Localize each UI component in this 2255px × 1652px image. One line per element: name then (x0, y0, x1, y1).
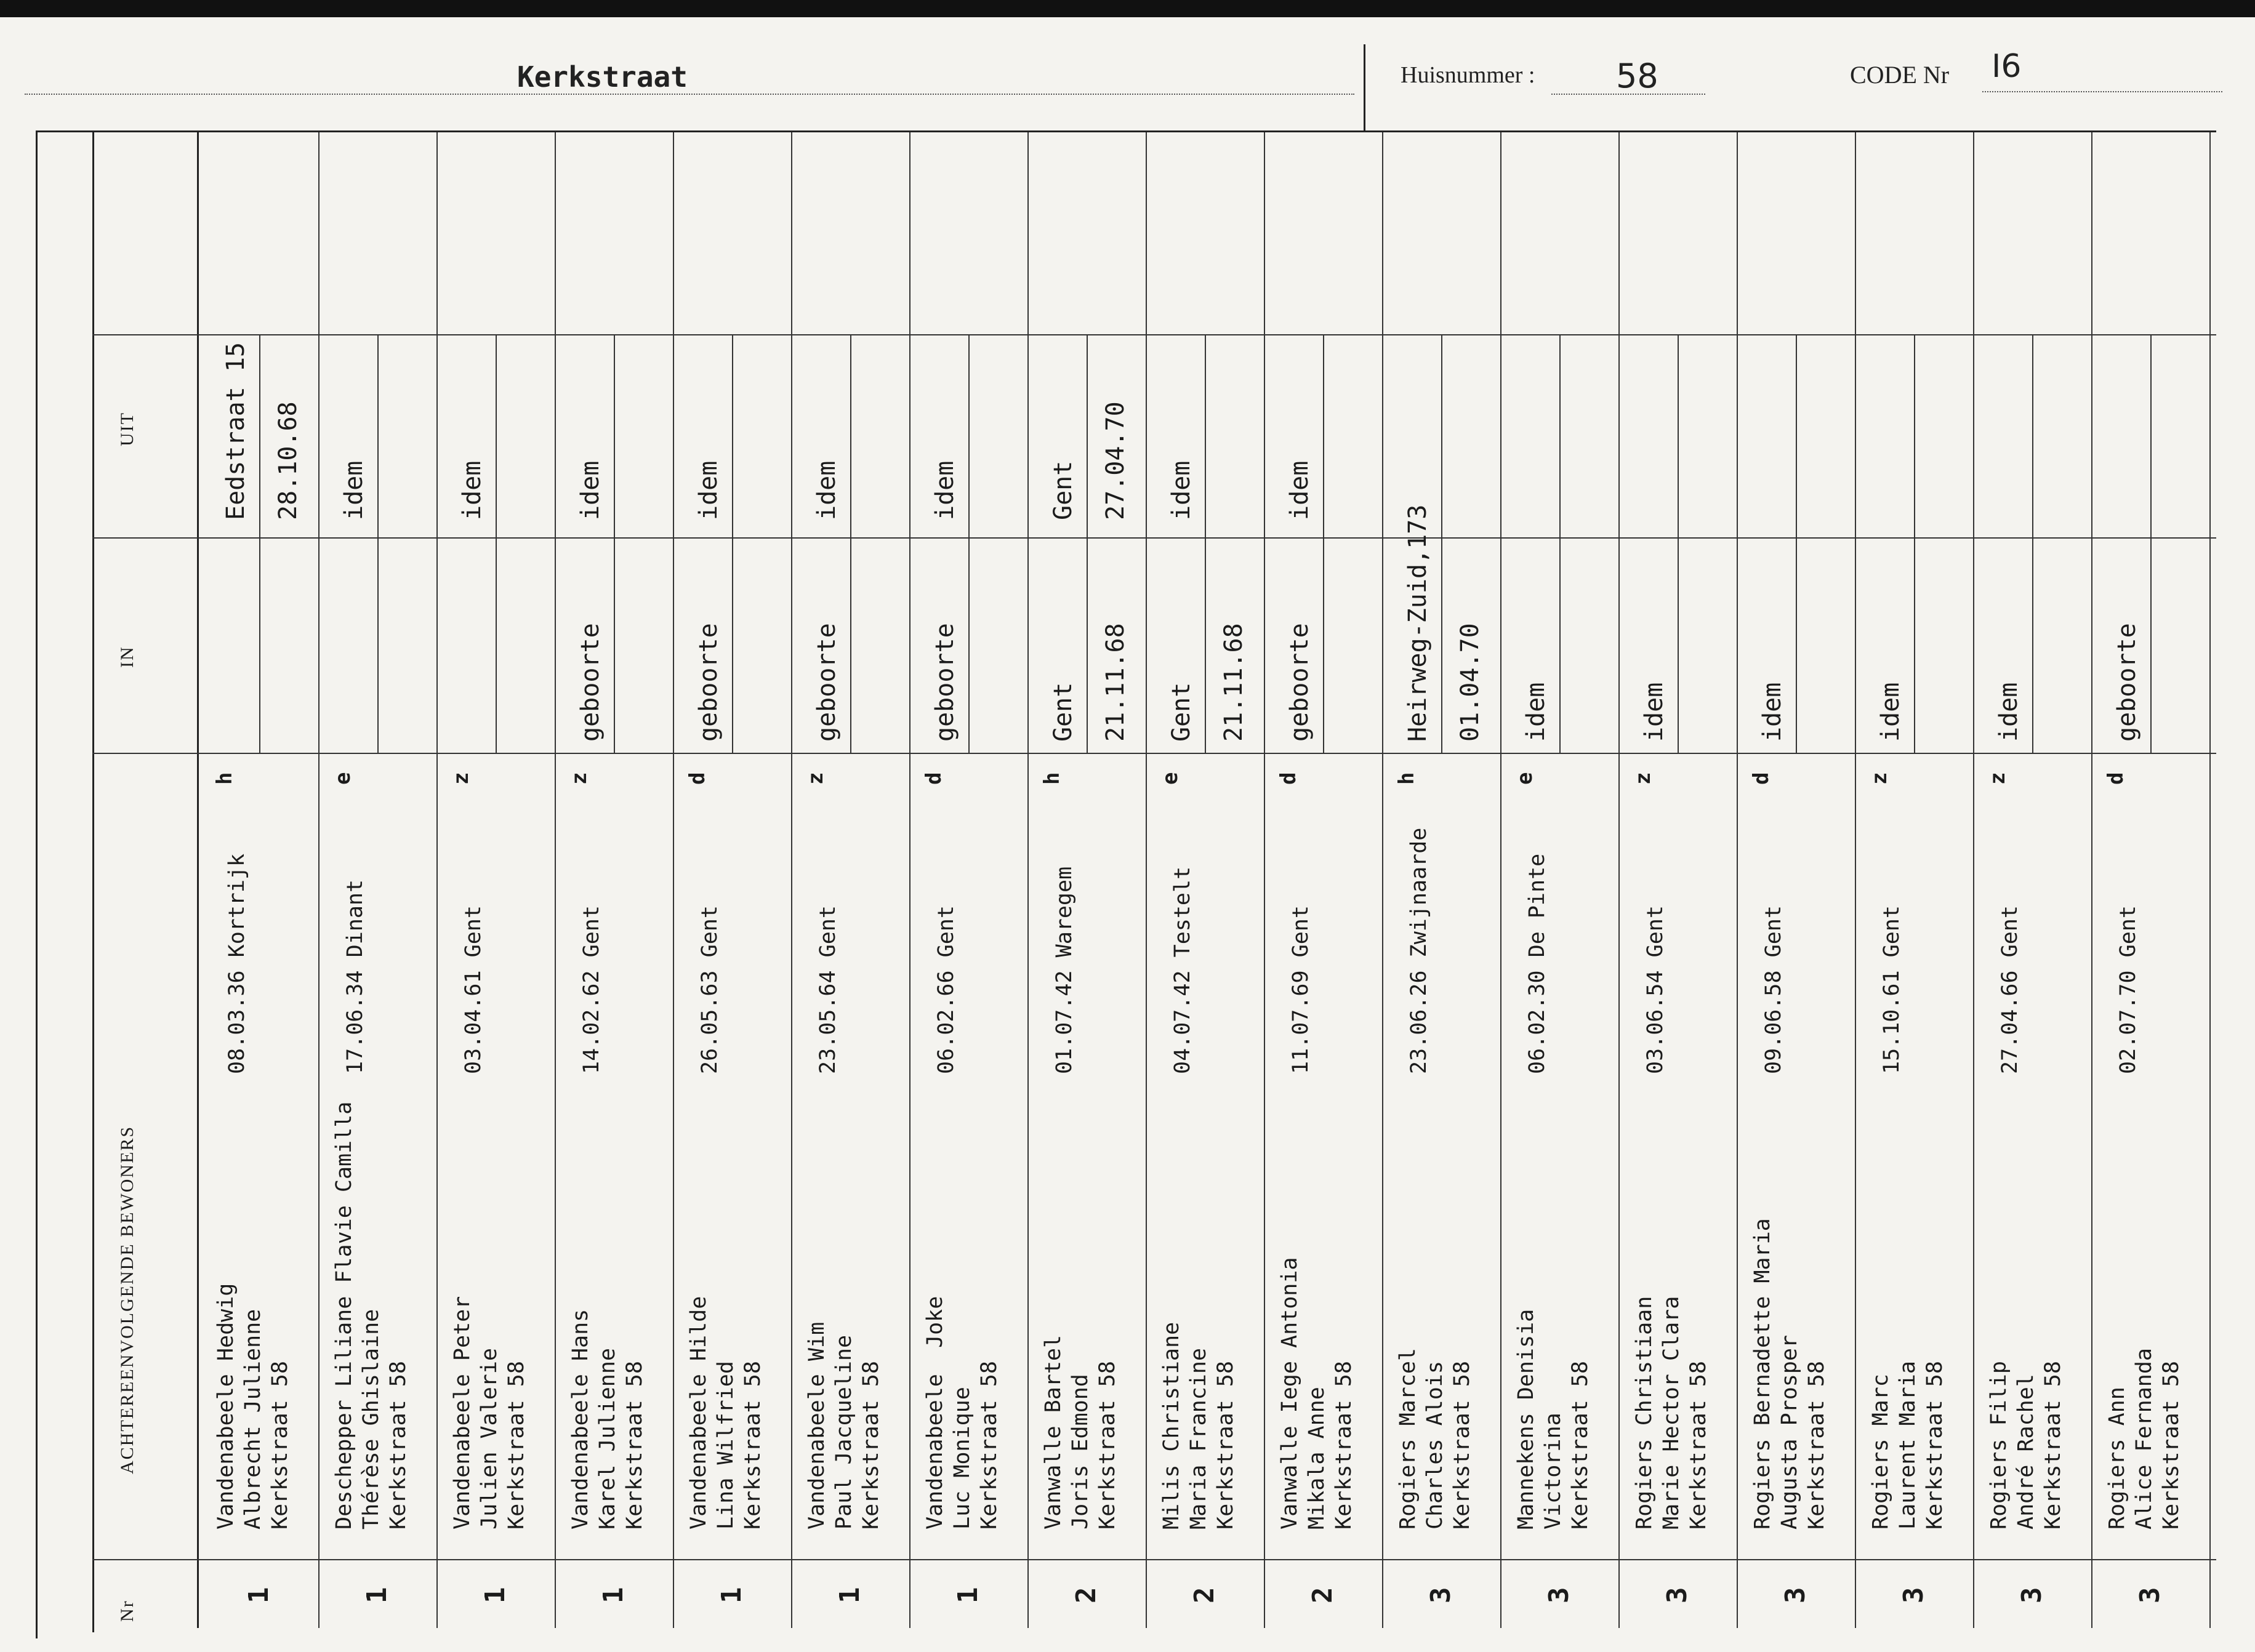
col-residents: ACHTEREENVOLGENDE BEWONERS (117, 1125, 137, 1474)
uit-split-rule (1796, 335, 1797, 539)
table-row (1737, 132, 1856, 1628)
uit-destination: idem (813, 460, 841, 520)
house-number-underline (1551, 94, 1705, 95)
code-underline (1982, 91, 2222, 92)
table-row (200, 132, 320, 1628)
table-row (1973, 132, 2092, 1628)
in-origin: geboorte (576, 623, 605, 742)
in-split-rule (259, 539, 260, 754)
uit-split-rule (968, 335, 970, 539)
in-split-rule (1323, 539, 1324, 754)
resident-names: Rogiers Marcel Charles Alois Kerkstraat 58 (1396, 1347, 1474, 1530)
code-label: CODE Nr (1850, 61, 1950, 89)
table-row (1027, 132, 1147, 1628)
relation-code: h (1040, 772, 1064, 785)
row-number: 1 (598, 1587, 629, 1603)
uit-split-rule (1441, 335, 1442, 539)
birth-date-place: 09.06.58 Gent (1761, 905, 1786, 1074)
in-origin: idem (1876, 682, 1905, 742)
resident-names: Rogiers Marc Laurent Maria Kerkstraat 58 (1868, 1361, 1947, 1530)
relation-code: e (331, 772, 355, 785)
resident-names: Vanwalle Bartel Joris Edmond Kerkstraat 58 (1041, 1334, 1120, 1530)
table-row (909, 132, 1029, 1628)
in-origin: idem (1995, 682, 2023, 742)
table-row (2091, 132, 2211, 1628)
resident-register (92, 132, 2216, 1628)
col-uit: UIT (117, 412, 137, 446)
relation-code: d (2104, 772, 2128, 785)
in-split-rule (614, 539, 615, 754)
in-origin: idem (1640, 682, 1668, 742)
row-number: 1 (952, 1587, 984, 1603)
uit-destination: idem (1167, 460, 1196, 520)
birth-date-place: 26.05.63 Gent (697, 905, 722, 1074)
column-headers (92, 132, 199, 1628)
resident-names: Vandenabeele Joke Luc Monique Kerkstraat 58 (923, 1296, 1002, 1530)
relation-code: h (212, 772, 237, 785)
birth-date-place: 04.07.42 Testelt (1170, 866, 1195, 1074)
frame-left (36, 130, 38, 1638)
table-row (1618, 132, 1738, 1628)
row-number: 3 (1543, 1587, 1575, 1603)
in-split-rule (732, 539, 733, 754)
table-row (1855, 132, 1974, 1628)
in-origin: geboorte (694, 623, 723, 742)
in-split-rule (1914, 539, 1915, 754)
in-origin: geboorte (813, 623, 841, 742)
birth-date-place: 11.07.69 Gent (1288, 905, 1313, 1074)
birth-date-place: 06.02.30 De Pinte (1525, 853, 1550, 1074)
table-row (673, 132, 792, 1628)
uit-destination: Gent (1049, 460, 1077, 520)
in-split-rule (1796, 539, 1797, 754)
relation-code: z (567, 772, 592, 785)
resident-names: Deschepper Liliane Flavie Camilla Thérèse Ghislaine Kerkstraat 58 (332, 1101, 411, 1530)
resident-names: Milis Christiane Maria Francine Kerkstraat 58 (1159, 1321, 1238, 1530)
uit-destination: idem (340, 460, 368, 520)
in-origin: geboorte (1285, 623, 1314, 742)
row-number: 1 (243, 1587, 275, 1603)
table-row (318, 132, 438, 1628)
birth-date-place: 02.07.70 Gent (2116, 905, 2140, 1074)
row-number: 3 (1780, 1587, 1811, 1603)
resident-names: Vandenabeele Peter Julien Valerie Kerkstraat 58 (450, 1296, 529, 1530)
resident-names: Rogiers Bernadette Maria Augusta Prosper Kerkstraat 58 (1750, 1218, 1829, 1530)
uit-destination: idem (576, 460, 605, 520)
resident-names: Rogiers Christiaan Marie Hector Clara Kerkstraat 58 (1632, 1296, 1711, 1530)
row-number: 1 (480, 1587, 511, 1603)
in-split-rule (1441, 539, 1442, 754)
uit-split-rule (2150, 335, 2152, 539)
resident-names: Mannekens Denisia Victorina Kerkstraat 58 (1514, 1309, 1593, 1530)
uit-split-rule (614, 335, 615, 539)
table-row (555, 132, 674, 1628)
birth-date-place: 06.02.66 Gent (934, 905, 959, 1074)
birth-date-place: 01.07.42 Waregem (1052, 866, 1077, 1074)
table-row (436, 132, 556, 1628)
relation-code: d (685, 772, 710, 785)
in-date: 21.11.68 (1101, 623, 1130, 742)
in-origin: geboorte (2113, 623, 2141, 742)
in-split-rule (2032, 539, 2033, 754)
uit-split-rule (1914, 335, 1915, 539)
uit-split-rule (2032, 335, 2033, 539)
row-number: 3 (1425, 1587, 1457, 1603)
row-number: 3 (2134, 1587, 2166, 1603)
resident-names: Rogiers Filip André Rachel Kerkstraat 58 (1987, 1361, 2065, 1530)
col-in: IN (117, 646, 137, 668)
birth-date-place: 08.03.36 Kortrijk (225, 853, 249, 1074)
code-number: I6 (1992, 48, 2022, 85)
uit-destination: Eedstraat 15 (222, 342, 250, 520)
street-name: Kerkstraat (517, 60, 688, 94)
row-number: 3 (1662, 1587, 1693, 1603)
in-origin: geboorte (931, 623, 959, 742)
in-split-rule (850, 539, 851, 754)
in-date: 21.11.68 (1220, 623, 1248, 742)
birth-date-place: 15.10.61 Gent (1879, 905, 1904, 1074)
uit-destination: idem (1285, 460, 1314, 520)
row-number: 2 (1071, 1587, 1102, 1603)
uit-destination: idem (694, 460, 723, 520)
resident-names: Vandenabeele Wim Paul Jacqueline Kerkstraat 58 (805, 1321, 883, 1530)
resident-names: Rogiers Ann Alice Fernanda Kerkstraat 58 (2105, 1347, 2184, 1530)
uit-date: 27.04.70 (1101, 401, 1130, 520)
in-split-rule (377, 539, 379, 754)
birth-date-place: 03.06.54 Gent (1643, 905, 1668, 1074)
in-split-rule (2150, 539, 2152, 754)
resident-names: Vandenabeele Hans Karel Julienne Kerkstraat 58 (568, 1309, 647, 1530)
uit-split-rule (1323, 335, 1324, 539)
relation-code: z (1631, 772, 1655, 785)
uit-split-rule (1678, 335, 1679, 539)
resident-names: Vandenabeele Hedwig Albrecht Julienne Kerkstraat 58 (214, 1283, 292, 1530)
uit-split-rule (496, 335, 497, 539)
in-split-rule (1205, 539, 1206, 754)
row-number: 2 (1189, 1587, 1220, 1603)
house-number: 58 (1616, 57, 1658, 95)
birth-date-place: 23.06.26 Zwijnaarde (1407, 827, 1431, 1074)
relation-code: d (922, 772, 946, 785)
uit-split-rule (732, 335, 733, 539)
in-split-rule (496, 539, 497, 754)
uit-split-rule (850, 335, 851, 539)
in-split-rule (1087, 539, 1088, 754)
uit-date: 28.10.68 (274, 401, 302, 520)
uit-destination: idem (458, 460, 486, 520)
table-row (1146, 132, 1265, 1628)
birth-date-place: 27.04.66 Gent (1998, 905, 2022, 1074)
relation-code: e (1158, 772, 1183, 785)
relation-code: z (803, 772, 828, 785)
in-origin: idem (1522, 682, 1550, 742)
uit-destination: idem (931, 460, 959, 520)
birth-date-place: 17.06.34 Dinant (343, 879, 368, 1074)
street-underline (25, 94, 1354, 95)
in-split-rule (1559, 539, 1561, 754)
row-number: 1 (361, 1587, 393, 1603)
relation-code: d (1276, 772, 1301, 785)
in-split-rule (968, 539, 970, 754)
house-number-label: Huisnummer : (1401, 62, 1535, 88)
in-origin: idem (1758, 682, 1787, 742)
in-date: 01.04.70 (1456, 623, 1484, 742)
uit-split-rule (259, 335, 260, 539)
row-number: 1 (716, 1587, 747, 1603)
table-row (1500, 132, 1620, 1628)
row-number: 1 (834, 1587, 866, 1603)
birth-date-place: 23.05.64 Gent (816, 905, 840, 1074)
relation-code: d (1749, 772, 1774, 785)
relation-code: z (1867, 772, 1892, 785)
relation-code: e (1513, 772, 1537, 785)
table-row (791, 132, 910, 1628)
uit-split-rule (1205, 335, 1206, 539)
scan-top-border (0, 0, 2255, 17)
row-number: 3 (2016, 1587, 2048, 1603)
relation-code: z (1985, 772, 2010, 785)
in-origin: Gent (1167, 682, 1196, 742)
row-number: 2 (1307, 1587, 1338, 1603)
uit-split-rule (1559, 335, 1561, 539)
table-row (1264, 132, 1383, 1628)
header-divider (1364, 44, 1365, 130)
row-number: 3 (1898, 1587, 1929, 1603)
uit-split-rule (1087, 335, 1088, 539)
relation-code: h (1394, 772, 1419, 785)
in-origin: Gent (1049, 682, 1077, 742)
col-nr: Nr (117, 1600, 137, 1622)
resident-names: Vandenabeele Hilde Lina Wilfried Kerkstraat 58 (686, 1296, 765, 1530)
uit-split-rule (377, 335, 379, 539)
birth-date-place: 14.02.62 Gent (579, 905, 604, 1074)
birth-date-place: 03.04.61 Gent (461, 905, 486, 1074)
in-split-rule (1678, 539, 1679, 754)
in-origin: Heirweg-Zuid,173 (1404, 504, 1432, 742)
table-row (1382, 132, 1501, 1628)
relation-code: z (449, 772, 473, 785)
resident-names: Vanwalle Iege Antonia Mikala Anne Kerkstraat 58 (1277, 1257, 1356, 1530)
